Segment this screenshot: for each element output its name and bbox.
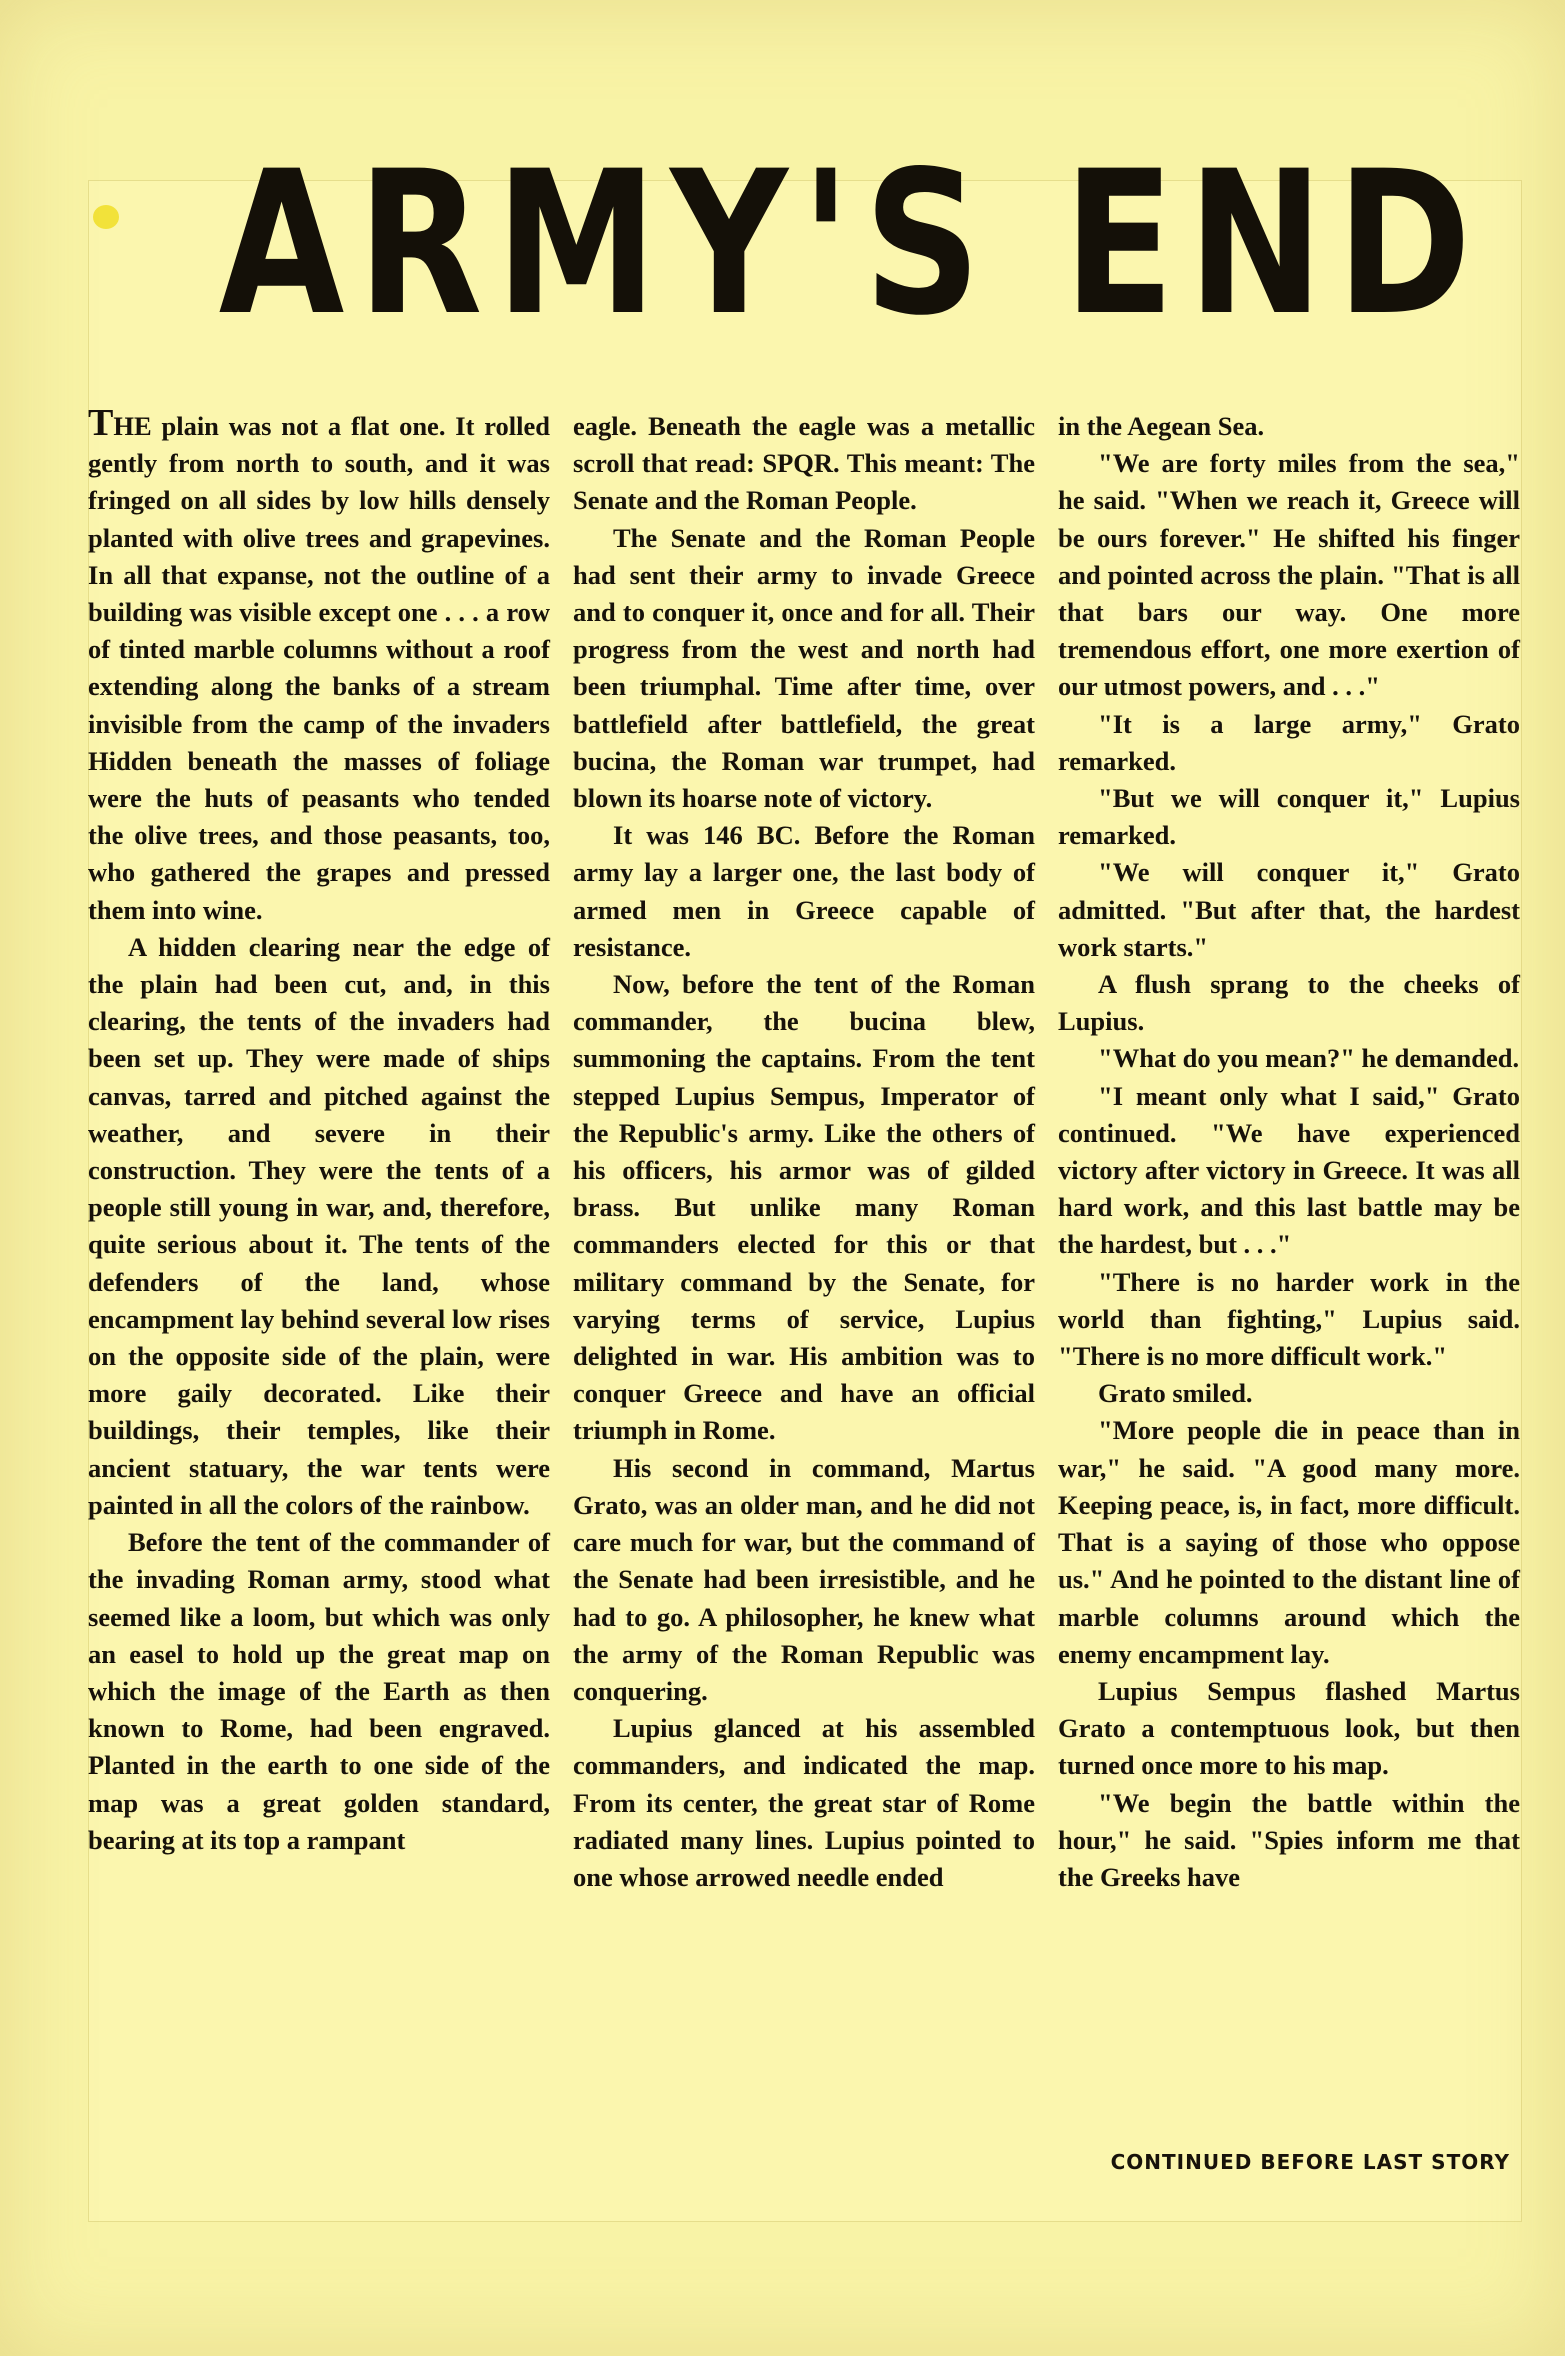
paragraph: "I meant only what I said," Grato continued. "We have experienced victory after victory in Greece. It was all hard work, and this last battle may be the hardest, but . . .": [1058, 1080, 1520, 1260]
continued-note: CONTINUED BEFORE LAST STORY: [1110, 2150, 1510, 2174]
drop-cap: T: [88, 402, 114, 444]
paragraph: "We begin the battle within the hour," he said. "Spies inform me that the Greeks have: [1058, 1787, 1520, 1892]
paragraph: Before the tent of the commander of the invading Roman army, stood what seemed like a loom, but which was only an easel to hold up the great map on which the image of the Earth as then known to Rome, had been engraved. Planted in the earth to one side of the map was a great golden standard, bearing at its top a rampant: [88, 1527, 550, 1855]
paragraph: A hidden clearing near the edge of the plain had been cut, and, in this clearing, the tents of the invaders had been set up. They were made of ships canvas, tarred and pitched against the weather, and severe in their construction. They were the tents of a people still young in war, and, therefore, quite serious about it. The tents of the defenders of the land, whose encampment lay behind several low rises on the opposite side of the plain, were more gaily decorated. Like their buildings, their temples, like their ancient statuary, the war tents were painted in all the colors of the rainbow.: [88, 931, 550, 1520]
paragraph-text: HE plain was not a flat one. It rolled gently from north to south, and it was fringed on all sides by low hills densely planted with olive trees and grapevines. In all that expanse, not the outline of a building was visible except one . . . a row of tinted marble columns without a roof extending along the banks of a stream invisible from the camp of the invaders Hidden beneath the masses of foliage were the huts of peasants who tended the olive trees, and those peasants, too, who gathered the grapes and pressed them into wine.: [88, 411, 550, 925]
paragraph: "More people die in peace than in war," he said. "A good many more. Keeping peace, is, in fact, more difficult. That is a saying of those who oppose us." And he pointed to the distant line of marble columns around which the enemy encampment lay.: [1058, 1415, 1520, 1669]
paragraph: [88, 402, 550, 929]
paragraph: A flush sprang to the cheeks of Lupius.: [1058, 969, 1520, 1037]
story-columns: [88, 402, 1520, 2198]
column-2: [573, 408, 1035, 2198]
paragraph: "We will conquer it," Grato admitted. "But after that, the hardest work starts.": [1058, 857, 1520, 962]
ink-blot: [93, 205, 119, 229]
paragraph: Lupius Sempus flashed Martus Grato a contemptuous look, but then turned once more to his map.: [1058, 1675, 1520, 1781]
paragraph: His second in command, Martus Grato, was an older man, and he did not care much for war, but the command of the Senate had been irresistible, and he had to go. A philosopher, he knew what the army of the Roman Republic was conquering.: [573, 1452, 1035, 1706]
paragraph: in the Aegean Sea.: [1058, 411, 1265, 441]
paragraph: "It is a large army," Grato remarked.: [1058, 708, 1520, 776]
column-1: [88, 402, 550, 2198]
paragraph: "But we will conquer it," Lupius remarked.: [1058, 783, 1520, 851]
story-title: ARMY'S END: [218, 128, 1485, 359]
paragraph: Lupius glanced at his assembled commanders, and indicated the map. From its center, the great star of Rome radiated many lines. Lupius pointed to one whose arrowed needle ended: [573, 1713, 1035, 1892]
column-3: [1058, 408, 1520, 2198]
paragraph: Now, before the tent of the Roman commander, the bucina blew, summoning the captains. From the tent stepped Lupius Sempus, Imperator of the Republic's army. Like the others of his officers, his armor was of gilded brass. But unlike many Roman commanders elected for this or that military command by the Senate, for varying terms of service, Lupius delighted in war. His ambition was to conquer Greece and have an official triumph in Rome.: [573, 969, 1035, 1446]
paragraph: "We are forty miles from the sea," he said. "When we reach it, Greece will be ours forever." He shifted his finger and pointed across the plain. "That is all that bars our way. One more tremendous effort, one more exertion of our utmost powers, and . . .": [1058, 448, 1520, 702]
paragraph: "What do you mean?" he demanded.: [1098, 1043, 1520, 1074]
paragraph: The Senate and the Roman People had sent their army to invade Greece and to conquer it, once and for all. Their progress from the west and north had been triumphal. Time after time, over battlefield after battlefield, the great bucina, the Roman war trumpet, had blown its hoarse note of victory.: [573, 522, 1035, 814]
paragraph: Grato smiled.: [1098, 1378, 1253, 1409]
paragraph: It was 146 BC. Before the Roman army lay a larger one, the last body of armed men in Greece capable of resistance.: [573, 820, 1035, 962]
paragraph: eagle. Beneath the eagle was a metallic scroll that read: SPQR. This meant: The Senate and the Roman People.: [573, 411, 1035, 516]
paragraph: "There is no harder work in the world than fighting," Lupius said. "There is no more difficult work.": [1058, 1266, 1520, 1372]
